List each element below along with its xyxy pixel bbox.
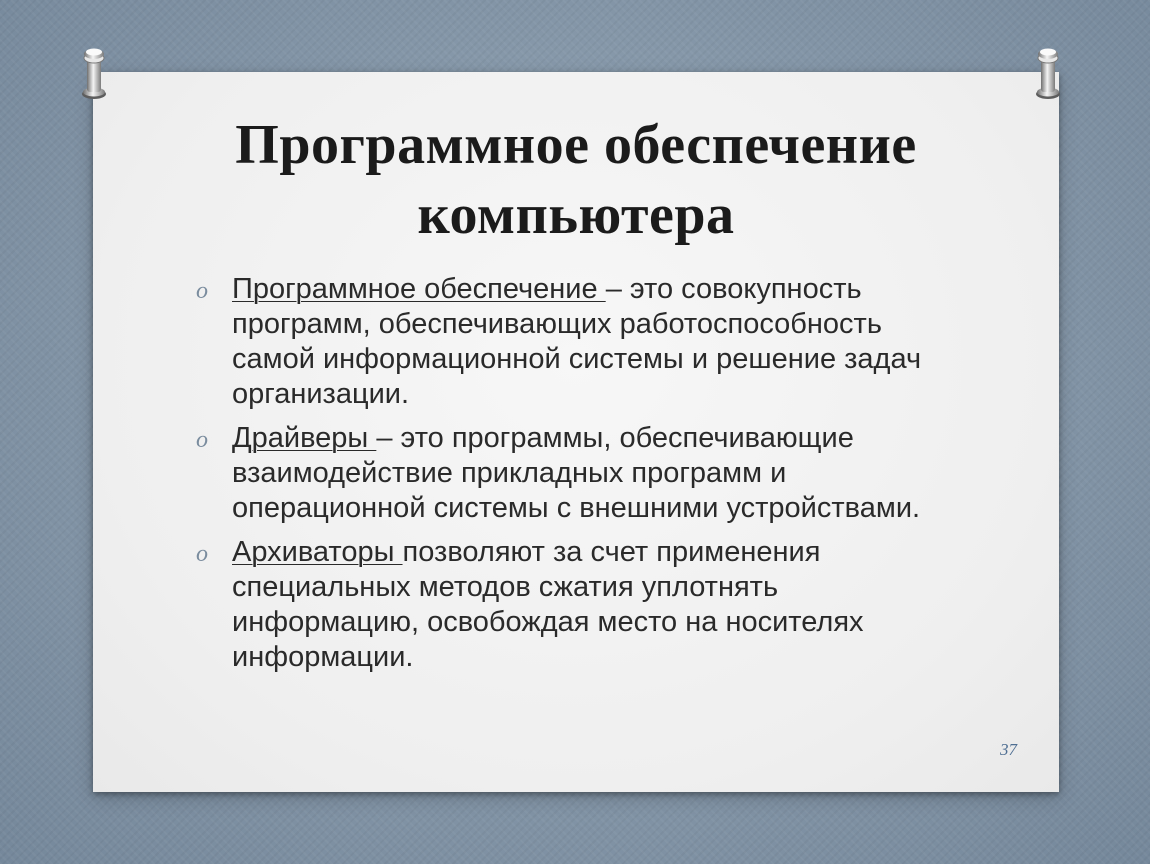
bullet-item-software [196,272,956,412]
bullet-marker-icon: o [196,541,208,567]
bullet-item-archivers [196,535,956,675]
bullet-marker-icon: o [196,278,208,304]
bullet-term: Архиваторы [232,536,403,568]
bullet-term: Драйверы [232,422,377,454]
bullet-text: – это совокупность программ, обеспечивающих работоспособность самой информационной системы и решение задач организации. [232,273,922,410]
title-line-2: компьютера [417,184,735,246]
bullet-term: Программное обеспечение [232,273,606,305]
bullet-text: позволяют за счет применения специальных методов сжатия уплотнять информацию, освобождая место на носителях информации. [232,536,864,673]
bullet-marker-icon: o [196,427,208,453]
title-line-1: Программное обеспечение [235,114,917,176]
bullet-text: – это программы, обеспечивающие взаимодействие прикладных программ и операционной системы с внешними устройствами. [232,422,921,524]
pushpin-icon [80,44,108,100]
bullet-list [196,272,956,684]
page-number: 37 [1000,740,1017,759]
slide-title [93,110,1059,250]
pushpin-icon [1034,44,1062,100]
bullet-item-drivers [196,421,956,526]
